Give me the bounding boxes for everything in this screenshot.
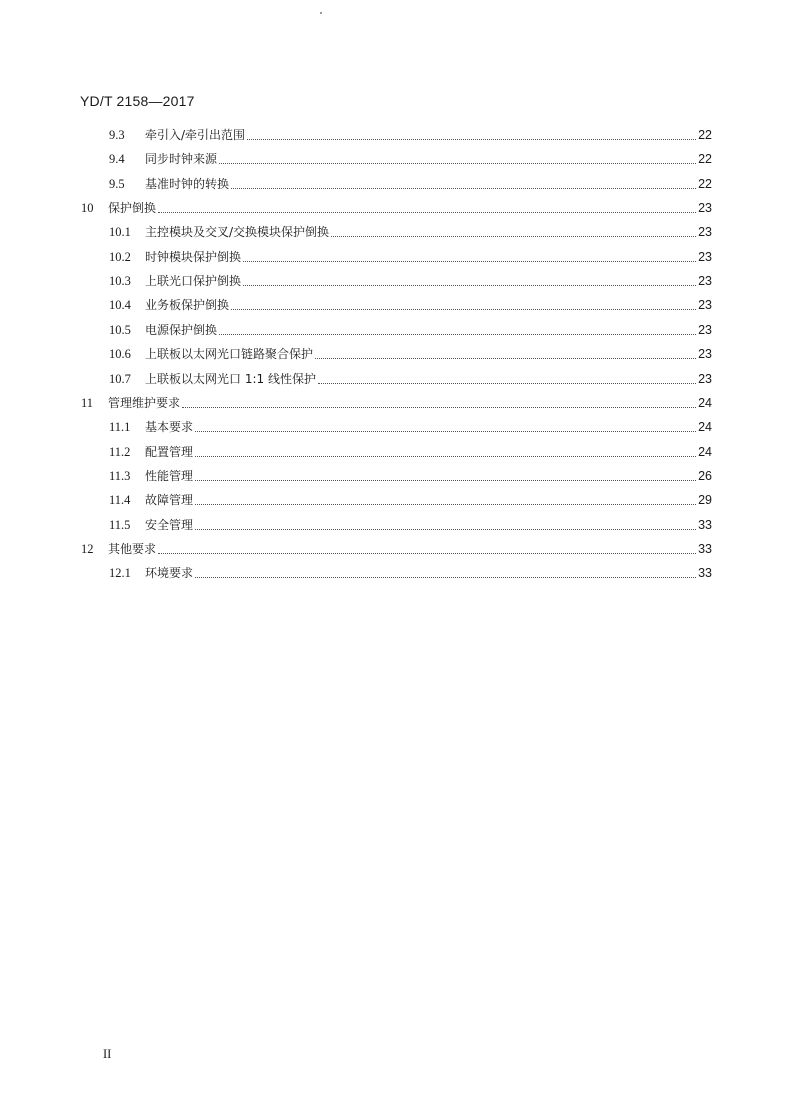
toc-leader-dots: [182, 397, 696, 408]
toc-leader-dots: [243, 275, 696, 286]
toc-entry-page: 23: [698, 274, 712, 289]
toc-entry-title: 故障管理: [145, 493, 194, 508]
toc-entry-page: 23: [698, 371, 712, 386]
toc-entry-page: 33: [698, 517, 712, 532]
toc-entry-title: 同步时钟来源: [145, 152, 218, 167]
toc-entry-number: 10.3: [109, 274, 131, 289]
toc-entry[interactable]: [109, 168, 712, 192]
toc-leader-dots: [231, 178, 696, 189]
toc-leader-dots: [247, 129, 696, 140]
toc-entry-page: 23: [698, 298, 712, 313]
toc-entry-title: 上联板以太网光口 1:1 线性保护: [145, 371, 316, 386]
toc-entry[interactable]: [109, 557, 712, 581]
toc-entry-number: 11.3: [109, 468, 131, 483]
toc-leader-dots: [195, 567, 696, 578]
toc-leader-dots: [195, 421, 696, 432]
toc-entry-page: 33: [698, 541, 712, 556]
toc-entry-page: 24: [698, 444, 712, 459]
toc-entry[interactable]: [81, 387, 712, 411]
toc-entry-page: 22: [698, 152, 712, 167]
toc-entry[interactable]: [109, 436, 712, 460]
toc-leader-dots: [315, 348, 696, 359]
toc-entry-page: 22: [698, 176, 712, 191]
toc-entry[interactable]: [109, 363, 712, 387]
toc-entry-number: 10.1: [109, 225, 131, 240]
toc-leader-dots: [195, 519, 696, 530]
toc-leader-dots: [158, 543, 696, 554]
toc-entry-number: 11.4: [109, 493, 131, 508]
toc-entry-number: 10.2: [109, 249, 131, 264]
toc-entry-title: 管理维护要求: [108, 395, 181, 410]
toc-entry-title: 性能管理: [145, 468, 194, 483]
toc-entry-number: 11.5: [109, 517, 131, 532]
toc-entry-page: 22: [698, 128, 712, 142]
toc-entry-page: 23: [698, 347, 712, 362]
toc-entry-title: 基准时钟的转换: [145, 176, 230, 191]
toc-leader-dots: [195, 494, 696, 505]
toc-entry-page: 23: [698, 249, 712, 264]
toc-leader-dots: [243, 251, 696, 262]
toc-entry-title: 主控模块及交叉/交换模块保护倒换: [145, 225, 330, 240]
toc-entry-number: 9.3: [109, 128, 125, 142]
toc-entry-number: 12.1: [109, 566, 131, 581]
toc-entry[interactable]: [109, 460, 712, 484]
toc-entry-page: 23: [698, 201, 712, 216]
toc-entry-number: 9.4: [109, 152, 125, 167]
toc-leader-dots: [331, 226, 696, 237]
toc-leader-dots: [158, 202, 696, 213]
toc-entry-title: 牵引入/牵引出范围: [145, 128, 246, 142]
toc-entry[interactable]: [109, 484, 712, 508]
toc-entry-title: 保护倒换: [108, 201, 157, 216]
toc-entry-title: 基本要求: [145, 420, 194, 435]
toc-entry-number: 10: [81, 201, 94, 216]
scan-speck: [320, 12, 322, 14]
toc-entry-number: 11.2: [109, 444, 131, 459]
toc-entry[interactable]: [109, 241, 712, 265]
toc-leader-dots: [231, 299, 696, 310]
toc-entry[interactable]: [109, 119, 712, 143]
toc-entry[interactable]: [109, 338, 712, 362]
toc-entry-page: 24: [698, 420, 712, 435]
toc-entry-title: 上联光口保护倒换: [145, 274, 242, 289]
toc-entry-number: 10.5: [109, 322, 131, 337]
toc-entry-page: 24: [698, 395, 712, 410]
toc-entry-number: 11.1: [109, 420, 131, 435]
toc-entry-title: 时钟模块保护倒换: [145, 249, 242, 264]
toc-entry[interactable]: [81, 192, 712, 216]
toc-entry-title: 业务板保护倒换: [145, 298, 230, 313]
toc-leader-dots: [318, 373, 696, 384]
toc-leader-dots: [195, 446, 696, 457]
page-number: II: [103, 1047, 112, 1061]
toc-leader-dots: [219, 153, 696, 164]
toc-entry-page: 33: [698, 566, 712, 581]
toc-entry-title: 上联板以太网光口链路聚合保护: [145, 347, 314, 362]
toc-entry[interactable]: [109, 411, 712, 435]
toc-entry-number: 11: [81, 395, 94, 410]
toc-entry-page: 23: [698, 322, 712, 337]
toc-entry[interactable]: [81, 533, 712, 557]
toc-entry[interactable]: [109, 143, 712, 167]
toc-leader-dots: [219, 324, 696, 335]
toc-entry[interactable]: [109, 314, 712, 338]
toc-entry-title: 安全管理: [145, 517, 194, 532]
toc-entry[interactable]: [109, 509, 712, 533]
toc-entry-number: 12: [81, 541, 94, 556]
toc-entry[interactable]: [109, 265, 712, 289]
toc-entry-title: 配置管理: [145, 444, 194, 459]
toc-entry-page: 23: [698, 225, 712, 240]
toc-entry-page: 29: [698, 493, 712, 508]
toc-entry[interactable]: [109, 216, 712, 240]
toc-entry-title: 环境要求: [145, 566, 194, 581]
toc-entry-title: 电源保护倒换: [145, 322, 218, 337]
toc-entry-page: 26: [698, 468, 712, 483]
toc-leader-dots: [195, 470, 696, 481]
toc-entry-title: 其他要求: [108, 541, 157, 556]
toc-entry[interactable]: [109, 289, 712, 313]
toc-entry-number: 10.7: [109, 371, 131, 386]
toc-entry-number: 10.6: [109, 347, 131, 362]
toc-entry-number: 9.5: [109, 176, 125, 191]
document-code-header: YD/T 2158—2017: [80, 93, 195, 109]
toc-entry-number: 10.4: [109, 298, 131, 313]
